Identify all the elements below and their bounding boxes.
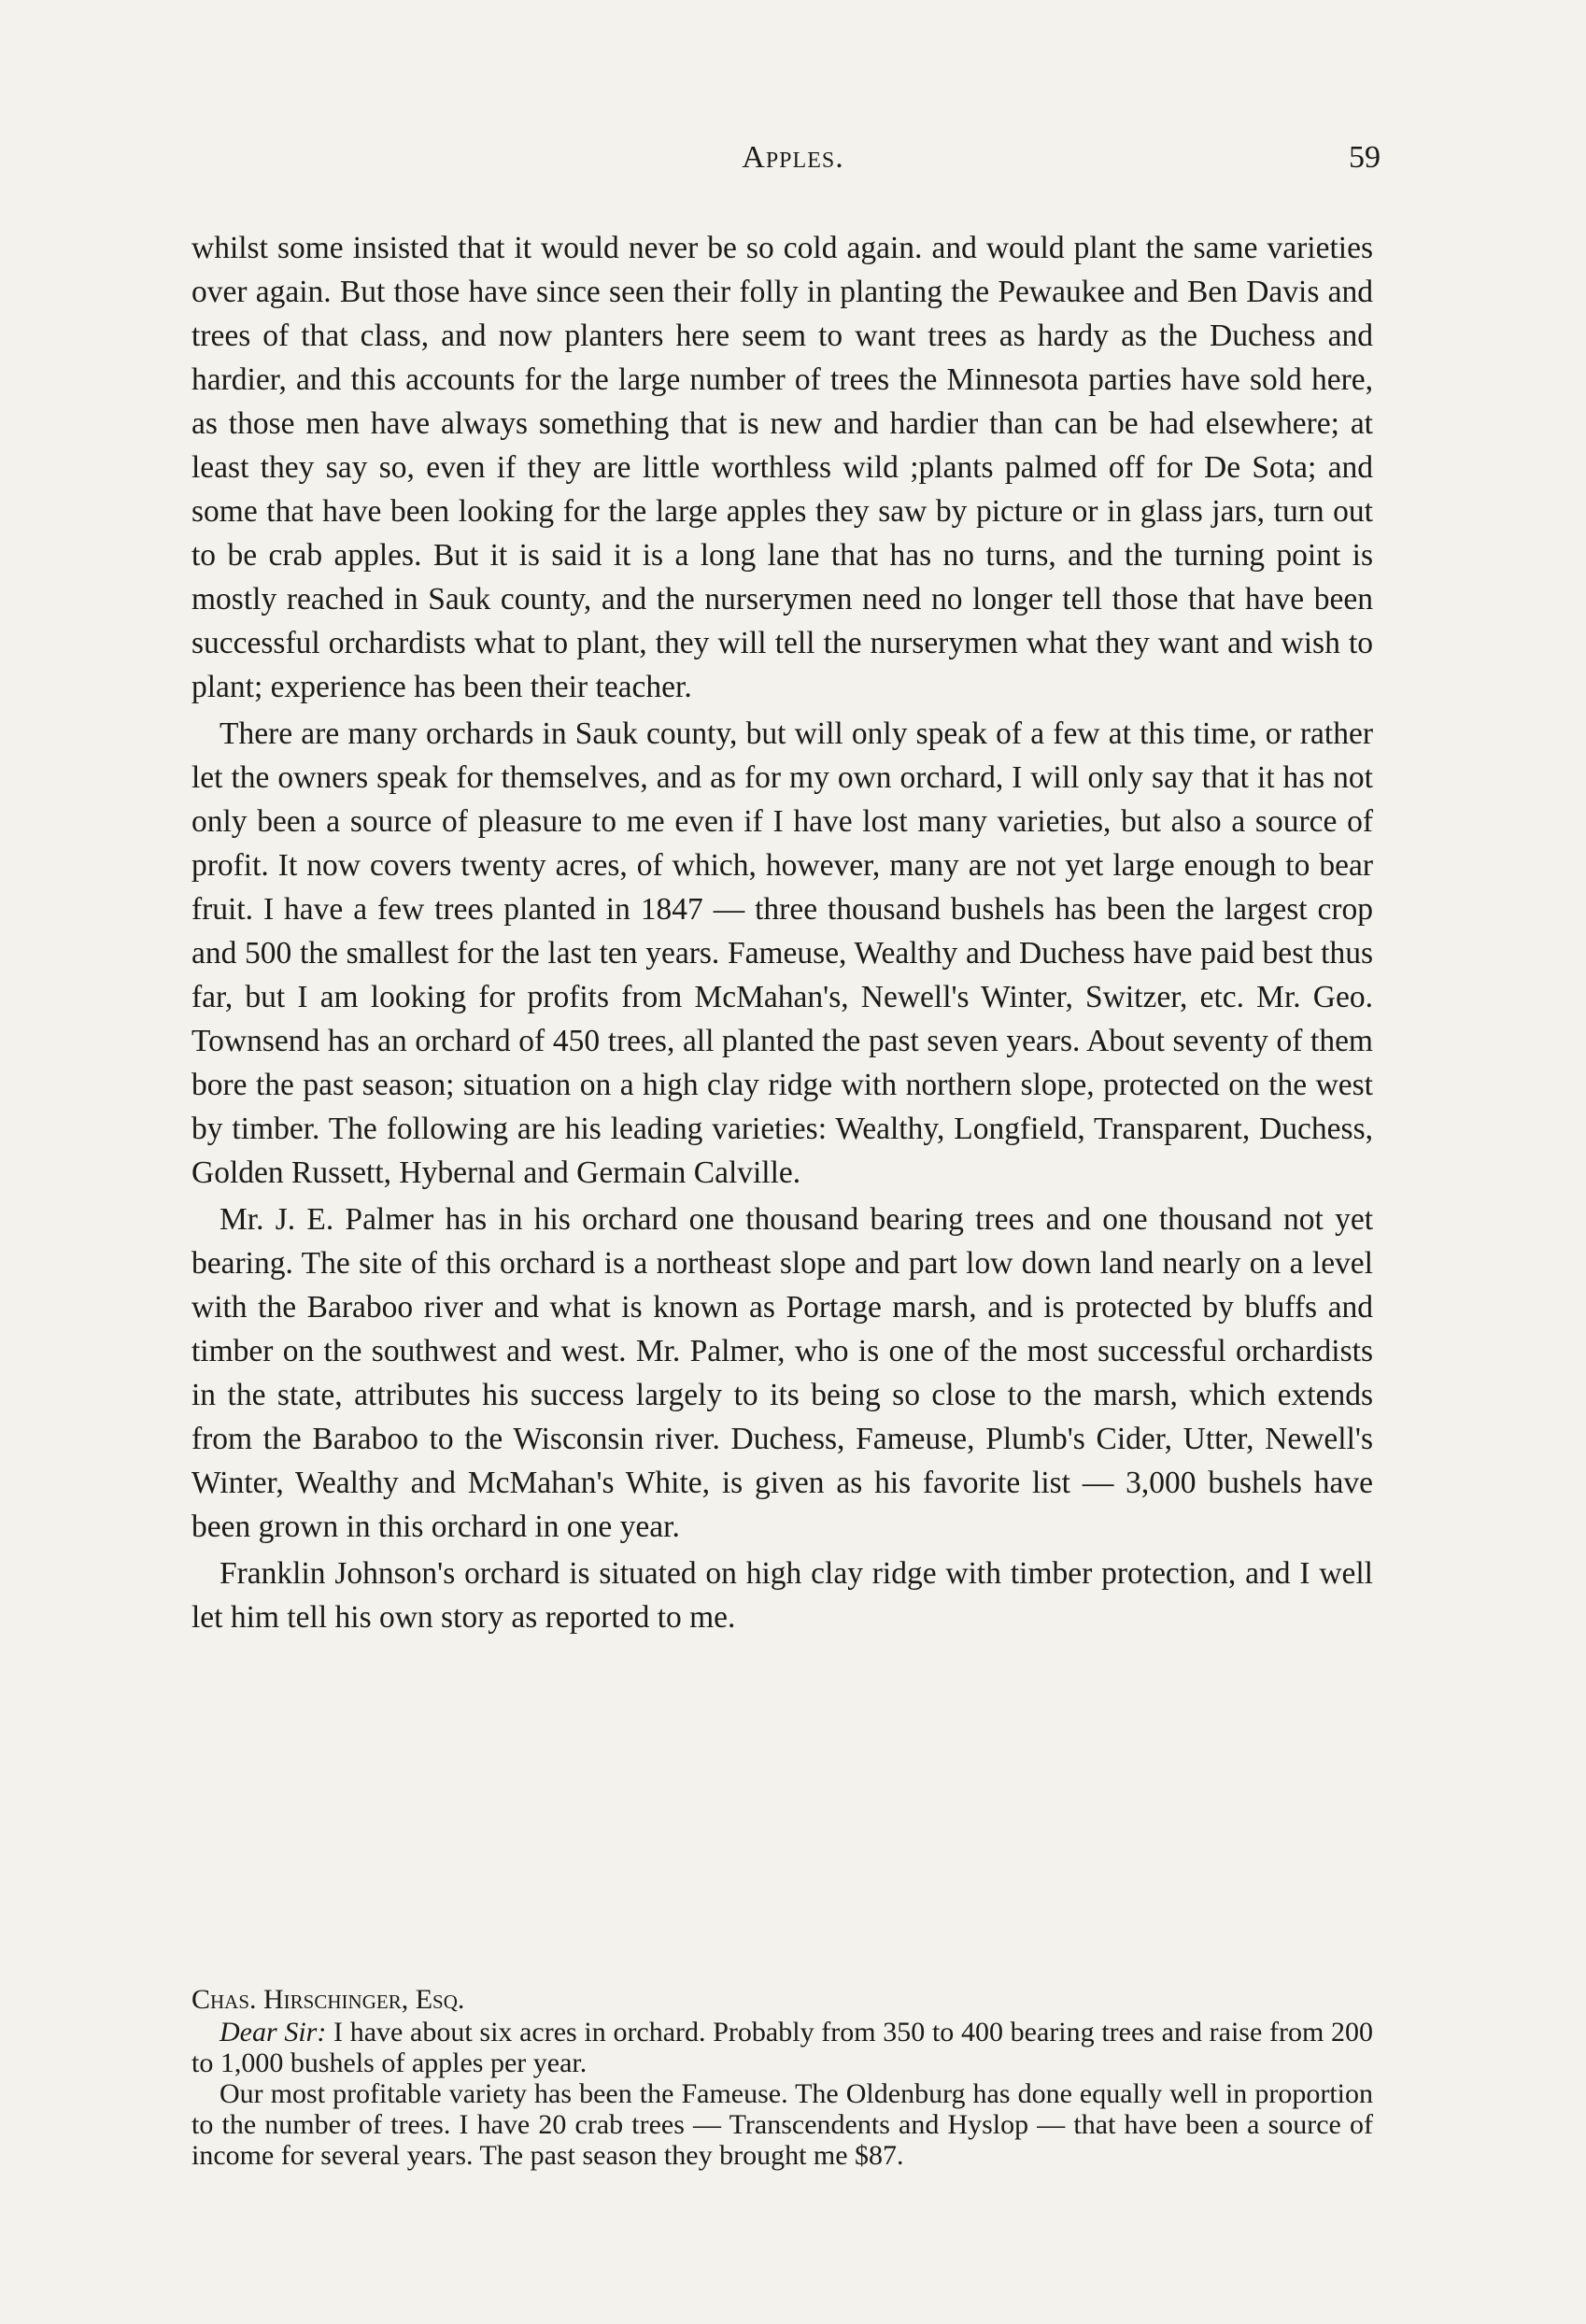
- paragraph-1: whilst some insisted that it would never be so cold again. and would plant the same varieties over again. But those have since seen their folly in planting the Pewaukee and Ben Davis and trees of that class, and now planters here seem to want trees as hardy as the Duchess and hardier, and this accounts for the large number of trees the Minnesota parties have sold here, as those men have always something that is new and hardier than can be had elsewhere; at least they say so, even if they are little worthless wild ;plants palmed off for De Sota; and some that have been looking for the large apples they saw by picture or in glass jars, turn out to be crab apples. But it is said it is a long lane that has no turns, and the turning point is mostly reached in Sauk county, and the nurserymen need no longer tell those that have been successful orchardists what to plant, they will tell the nurserymen what they want and wish to plant; experience has been their teacher.: [191, 231, 1373, 704]
- paragraph-4: Franklin Johnson's orchard is situated on high clay ridge with timber protection, and I well let him tell his own story as reported to me.: [191, 1556, 1373, 1635]
- running-head: [0, 140, 1586, 187]
- running-title: Apples.: [742, 140, 844, 175]
- body-text: [191, 226, 1373, 1642]
- paragraph-3: Mr. J. E. Palmer has in his orchard one thousand bearing trees and one thousand not yet bearing. The site of this orchard is a northeast slope and part low down land nearly on a level with the Baraboo river and what is known as Portage marsh, and is protected by bluffs and timber on the southwest and west. Mr. Palmer, who is one of the most successful orchardists in the state, attributes his success largely to its being so close to the marsh, which extends from the Baraboo to the Wisconsin river. Duchess, Fameuse, Plumb's Cider, Utter, Newell's Winter, Wealthy and McMahan's White, is given as his favorite list — 3,000 bushels have been grown in this orchard in one year.: [191, 1202, 1373, 1544]
- letter-salutation: Dear Sir:: [219, 2017, 327, 2048]
- letter-paragraph-1-text: I have about six acres in orchard. Probably from 350 to 400 bearing trees and raise from 200 to 1,000 bushels of apples per year.: [191, 2017, 1374, 2078]
- page-number: 59: [1349, 140, 1381, 175]
- paragraph-2: There are many orchards in Sauk county, but will only speak of a few at this time, or rather let the owners speak for themselves, and as for my own orchard, I will only say that it has not only been a source of pleasure to me even if I have lost many varieties, but also a source of profit. It now covers twenty acres, of which, however, many are not yet large enough to bear fruit. I have a few trees planted in 1847 — three thousand bushels has been the largest crop and 500 the smallest for the last ten years. Fameuse, Wealthy and Duchess have paid best thus far, but I am looking for profits from McMahan's, Newell's Winter, Switzer, etc. Mr. Geo. Townsend has an orchard of 450 trees, all planted the past seven years. About seventy of them bore the past season; situation on a high clay ridge with northern slope, protected on the west by timber. The following are his leading varieties: Wealthy, Longfield, Transparent, Duchess, Golden Russett, Hybernal and Germain Calville.: [191, 716, 1373, 1190]
- letter-paragraph-1: [191, 2017, 1373, 2078]
- letter-addressee: Chas. Hirschinger, Esq.: [191, 1984, 465, 2015]
- letter-paragraph-2: Our most profitable variety has been the Fameuse. The Oldenburg has done equally well in proportion to the number of trees. I have 20 crab trees — Transcendents and Hyslop — that have been a source of income for several years. The past season they brought me $87.: [191, 2078, 1373, 2171]
- quoted-letter: [191, 1984, 1373, 2171]
